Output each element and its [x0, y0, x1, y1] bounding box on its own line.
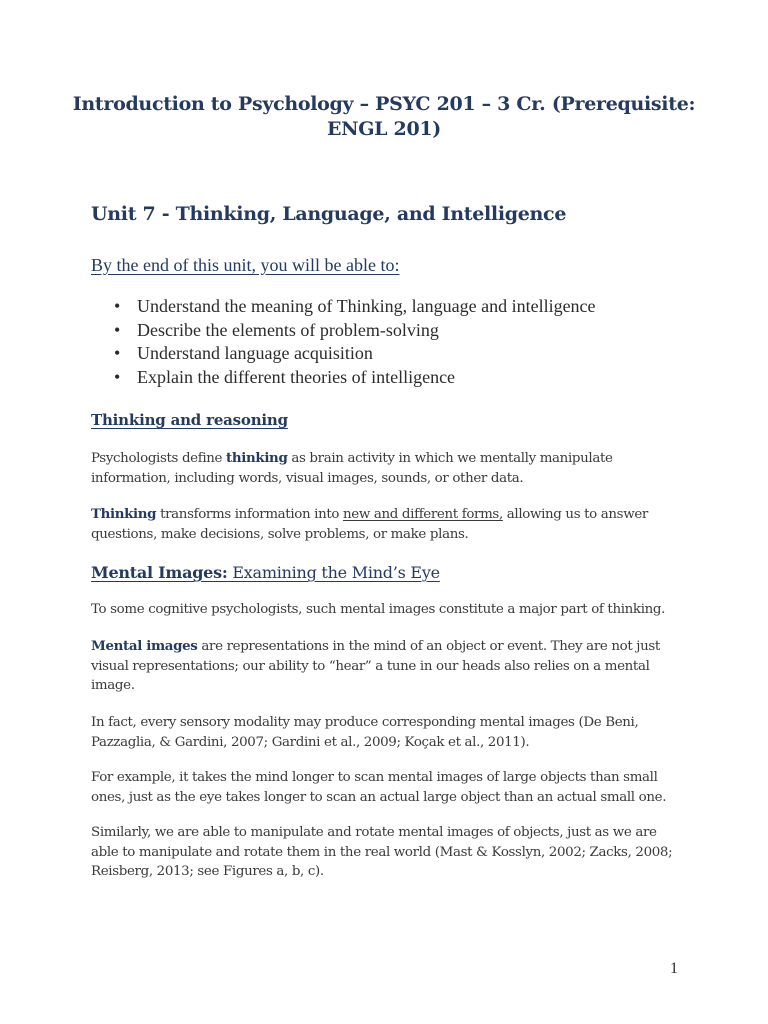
mental-images-intro-paragraph: [91, 600, 691, 620]
paragraph-text: visual representations; our ability to “hear” a tune in our heads also relies on a mental: [91, 658, 650, 674]
sensory-modality-paragraph: [91, 713, 691, 752]
paragraph-text: information, including words, visual images, sounds, or other data.: [91, 470, 524, 486]
paragraph-text: For example, it takes the mind longer to scan mental images of large objects than small: [91, 770, 658, 785]
objective-text: Describe the elements of problem-solving: [137, 319, 439, 340]
mental-images-heading-bold: Mental Images:: [91, 563, 228, 582]
paragraph-text: as brain activity in which we mentally manipulate: [287, 451, 613, 466]
thinking-transforms-paragraph: [91, 505, 691, 544]
paragraph-text: transforms information into: [156, 507, 344, 522]
unit-title: Unit 7 - Thinking, Language, and Intelligence: [91, 203, 567, 225]
document-title-line-2: ENGL 201): [327, 118, 441, 140]
paragraph-text: Reisberg, 2013; see Figures a, b, c).: [91, 864, 324, 879]
paragraph-text: ones, just as the eye takes longer to scan an actual large object than an actual small one.: [91, 789, 667, 805]
paragraph-text: Pazzaglia, & Gardini, 2007; Gardini et al., 2009; Koçak et al., 2011).: [91, 734, 530, 750]
list-item: [91, 366, 596, 390]
thinking-section-heading: Thinking and reasoning: [91, 411, 288, 429]
bold-term: Thinking: [91, 506, 157, 522]
bold-term: thinking: [226, 450, 288, 466]
paragraph-text: Similarly, we are able to manipulate and rotate mental images of objects, just as we are: [91, 825, 657, 840]
page-number: 1: [670, 960, 678, 977]
bold-term: Mental images: [91, 638, 198, 654]
document-title: [60, 92, 708, 142]
objectives-heading: By the end of this unit, you will be able to:: [91, 255, 400, 275]
scanning-example-paragraph: [91, 768, 691, 807]
bullet-icon: •: [114, 319, 121, 340]
objective-text: Explain the different theories of intelligence: [137, 366, 456, 387]
bullet-icon: •: [114, 366, 121, 387]
objective-text: Understand the meaning of Thinking, language and intelligence: [137, 296, 596, 316]
underlined-phrase: new and different forms,: [343, 507, 503, 522]
list-item: [91, 319, 596, 343]
paragraph-text: able to manipulate and rotate them in the real world (Mast & Kosslyn, 2002; Zacks, 2008;: [91, 844, 673, 860]
paragraph-text: questions, make decisions, solve problems, or make plans.: [91, 526, 469, 542]
paragraph-text: In fact, every sensory modality may produce corresponding mental images (De Beni,: [91, 715, 639, 730]
mental-images-definition-paragraph: [91, 637, 691, 696]
rotation-paragraph: [91, 823, 691, 882]
list-item: [91, 342, 596, 366]
paragraph-text: are representations in the mind of an object or event. They are not just: [197, 639, 660, 654]
mental-images-heading-rest: Examining the Mind’s Eye: [227, 563, 440, 582]
objectives-list: [91, 295, 596, 389]
objective-text: Understand language acquisition: [137, 343, 373, 363]
paragraph-text: To some cognitive psychologists, such mental images constitute a major part of thinking.: [91, 602, 666, 617]
mental-images-heading: [91, 562, 440, 584]
paragraph-text: Psychologists define: [91, 451, 227, 466]
list-item: [91, 295, 596, 319]
paragraph-text: image.: [91, 678, 135, 693]
bullet-icon: •: [114, 296, 121, 316]
paragraph-text: allowing us to answer: [502, 507, 648, 522]
bullet-icon: •: [114, 343, 121, 363]
thinking-definition-paragraph: [91, 449, 691, 488]
document-title-line-1: Introduction to Psychology – PSYC 201 – 3 Cr. (Prerequisite:: [72, 93, 696, 115]
